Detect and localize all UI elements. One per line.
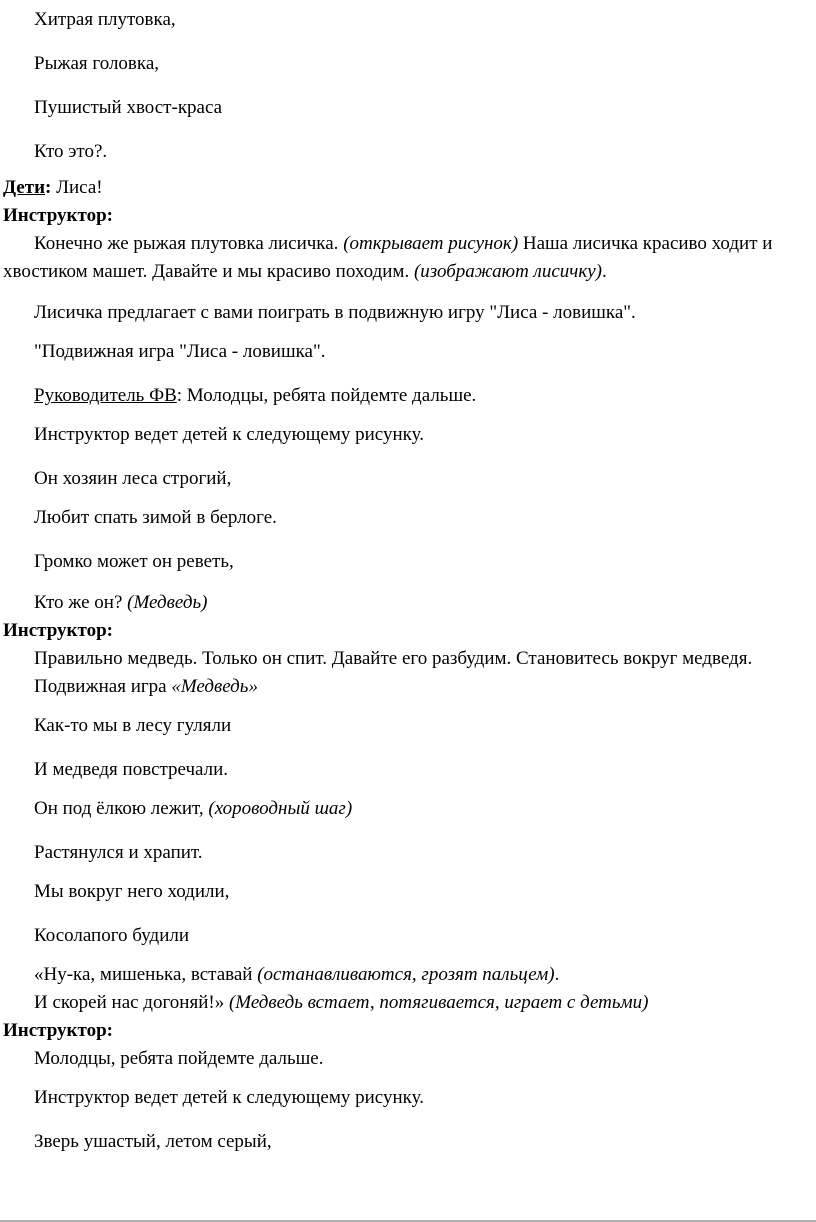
text-run: Инструктор ведет детей к следующему рисунку. <box>34 424 424 445</box>
paragraph <box>3 1017 812 1045</box>
text-run: Растянулся и храпит. <box>34 842 203 863</box>
text-run: Зверь ушастый, летом серый, <box>34 1131 272 1152</box>
paragraph <box>3 299 812 327</box>
text-run: «Ну-ка, мишенька, вставай <box>34 964 258 985</box>
text-run: Руководитель ФВ <box>34 385 177 406</box>
paragraph <box>3 961 812 989</box>
text-run: Косолапого будили <box>34 925 190 946</box>
paragraph <box>3 202 812 230</box>
paragraph <box>3 989 812 1017</box>
text-run: Лиса! <box>51 177 103 198</box>
text-run: (Медведь) <box>127 592 208 613</box>
paragraph <box>3 421 812 449</box>
text-run: Кто это?. <box>34 141 108 162</box>
paragraph <box>3 230 812 286</box>
text-run: Рыжая головка, <box>34 53 160 74</box>
text-run: (останавливаются, грозят пальцем) <box>257 964 555 985</box>
text-run: Любит спать зимой в берлоге. <box>34 507 277 528</box>
text-run: "Подвижная игра "Лиса - ловишка". <box>34 341 326 362</box>
text-run: Молодцы, ребята пойдемте дальше. <box>34 1048 324 1069</box>
paragraph <box>3 645 812 673</box>
paragraph <box>3 756 812 784</box>
paragraph <box>3 795 812 823</box>
paragraph <box>3 94 812 122</box>
paragraph <box>3 504 812 532</box>
text-run: Инструктор: <box>3 205 113 226</box>
paragraph <box>3 465 812 493</box>
text-run: И скорей нас догоняй!» <box>34 992 229 1013</box>
text-run: Пушистый хвост-краса <box>34 97 223 118</box>
paragraph <box>3 50 812 78</box>
paragraph <box>3 922 812 950</box>
paragraph <box>3 174 812 202</box>
text-run: Инструктор: <box>3 620 113 641</box>
paragraph <box>3 673 812 701</box>
paragraph <box>3 589 812 617</box>
text-run: : <box>45 177 52 198</box>
paragraph <box>3 878 812 906</box>
paragraph <box>3 1045 812 1073</box>
paragraph <box>3 6 812 34</box>
text-run: Наша лисичка красиво ходит и хвостиком машет. Давайте и мы красиво походим. <box>3 233 778 282</box>
paragraph <box>3 1084 812 1112</box>
text-run: «Медведь» <box>171 676 258 697</box>
paragraph <box>3 839 812 867</box>
text-run: (изображают лисичку) <box>413 261 602 282</box>
text-run: Хитрая плутовка, <box>34 9 176 30</box>
text-run: И медведя повстречали. <box>34 759 229 780</box>
text-run: (хороводный шаг) <box>208 798 353 819</box>
text-run: : Молодцы, ребята пойдемте дальше. <box>176 385 477 406</box>
text-run: Конечно же рыжая плутовка лисичка. <box>34 233 344 254</box>
text-run: Инструктор ведет детей к следующему рисунку. <box>34 1087 424 1108</box>
text-run: Мы вокруг него ходили, <box>34 881 230 902</box>
paragraph <box>3 338 812 366</box>
paragraph <box>3 617 812 645</box>
text-run: . <box>601 261 607 282</box>
text-run: Лисичка предлагает с вами поиграть в подвижную игру "Лиса - ловишка". <box>34 302 636 323</box>
text-run: Кто же он? <box>34 592 128 613</box>
text-run: . <box>554 964 560 985</box>
text-run: Громко может он реветь, <box>34 551 234 572</box>
text-run: Как-то мы в лесу гуляли <box>34 715 232 736</box>
paragraph <box>3 138 812 166</box>
text-run: Он под ёлкою лежит, <box>34 798 209 819</box>
paragraph <box>3 548 812 576</box>
text-run: (Медведь встает, потягивается, играет с детьми) <box>228 992 649 1013</box>
paragraph <box>3 1128 812 1156</box>
text-run: Правильно медведь. Только он спит. Давайте его разбудим. Становитесь вокруг медведя. <box>34 648 753 669</box>
paragraph <box>3 712 812 740</box>
text-run: Инструктор: <box>3 1020 113 1041</box>
text-run: Дети <box>3 177 46 198</box>
paragraph <box>3 382 812 410</box>
text-run: Он хозяин леса строгий, <box>34 468 232 489</box>
text-run: Подвижная игра <box>34 676 172 697</box>
text-run: (открывает рисунок) <box>343 233 519 254</box>
